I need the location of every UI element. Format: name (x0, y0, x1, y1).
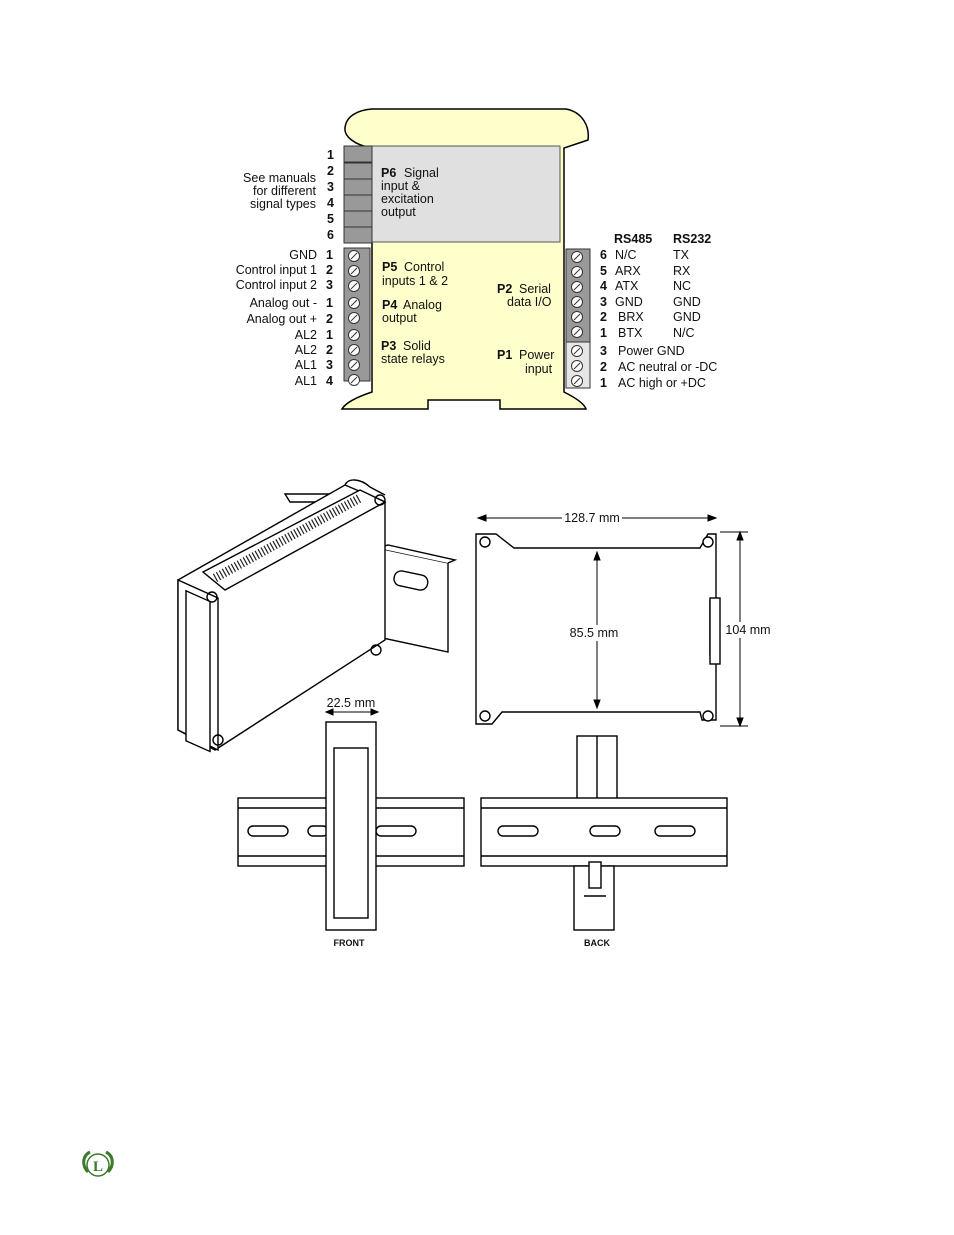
p6-note-line-1: See manuals (243, 171, 316, 185)
p2-pin-rs485: GND (615, 295, 643, 309)
p2-pin-rs232: N/C (673, 326, 695, 340)
p2-pin-rs232: TX (673, 248, 689, 262)
p2-pin-rs232: RX (673, 264, 691, 278)
p6-desc-3: excitation (381, 192, 434, 206)
p3-tag: P3 (381, 339, 397, 353)
p5-pin-num: 2 (326, 263, 333, 277)
p1-tag: P1 (497, 348, 513, 362)
p5-pin-label: Control input 1 (235, 263, 317, 277)
rs232-header: RS232 (673, 232, 712, 246)
p2-pin-num: 2 (600, 310, 607, 324)
p3-pin-num: 2 (326, 343, 333, 357)
front-label: FRONT (333, 938, 365, 948)
p1-pin-label: AC high or +DC (618, 376, 706, 390)
p5-pins (236, 248, 333, 292)
p4-pin-label: Analog out + (246, 312, 317, 326)
p2-pin-num: 5 (600, 264, 607, 278)
p3-pins (295, 328, 333, 388)
p2-pin-num: 1 (600, 326, 607, 340)
p2-pin-num: 3 (600, 295, 607, 309)
company-logo (84, 1152, 113, 1176)
p6-desc-2: input & (381, 179, 420, 193)
back-label: BACK (584, 938, 610, 948)
dim-width-label: 128.7 mm (564, 511, 620, 525)
p3-desc-1: Solid (403, 339, 431, 353)
p4-pin-num: 1 (326, 296, 333, 310)
p3-pin-label: AL1 (294, 374, 317, 388)
p4-desc-1: Analog (403, 298, 442, 312)
p1-pin-num: 2 (600, 360, 607, 374)
back-view (481, 736, 727, 930)
p5-pin-label: Control input 2 (235, 278, 317, 292)
p6-desc-4: output (381, 205, 416, 219)
p2-pin-rs232: GND (673, 295, 701, 309)
p5-pin-label: GND (289, 248, 317, 262)
p6-pin-1: 1 (327, 148, 334, 162)
p6-pin-4: 4 (327, 196, 334, 210)
p6-note-line-3: signal types (249, 197, 316, 211)
p2-pins (600, 248, 701, 340)
p2-pin-rs232: GND (673, 310, 701, 324)
p2-pin-rs232: NC (673, 279, 692, 293)
p5-pin-num: 3 (326, 278, 333, 292)
p2-pin-rs485: BTX (618, 326, 643, 340)
p1-pins (600, 344, 717, 390)
p4-pins (246, 296, 333, 326)
p3-desc-2: state relays (381, 352, 445, 366)
p5-pin-num: 1 (326, 248, 333, 262)
p3-pin-num: 4 (326, 374, 333, 388)
p6-desc-1: Signal (404, 166, 439, 180)
dim-height-inner-label: 85.5 mm (569, 626, 619, 640)
p3-pin-label: AL2 (294, 343, 317, 357)
p2-desc-1: Serial (519, 282, 551, 296)
p4-tag: P4 (382, 298, 398, 312)
p1-pin-label: AC neutral or -DC (618, 360, 718, 374)
p2-desc-2: data I/O (507, 295, 552, 309)
p6-note-line-2: for different (252, 184, 316, 198)
svg-text:L: L (92, 1159, 104, 1175)
p2-pin-num: 6 (600, 248, 607, 262)
p4-pin-label: Analog out - (249, 296, 317, 310)
p5-desc-2: inputs 1 & 2 (382, 274, 449, 288)
p2-pin-rs485: ATX (615, 279, 639, 293)
isometric-housing-view (178, 480, 455, 752)
p1-desc-2: input (525, 362, 553, 376)
p6-pin-6: 6 (327, 228, 334, 242)
p6-terminal-block (344, 146, 372, 243)
p1-pin-num: 3 (600, 344, 607, 358)
p2-pin-rs485: ARX (615, 264, 641, 278)
front-view (238, 722, 464, 930)
p1-pin-label: Power GND (618, 344, 685, 358)
p3-pin-label: AL1 (294, 358, 317, 372)
p3-pin-label: AL2 (294, 328, 317, 342)
dim-depth-label: 22.5 mm (326, 696, 376, 710)
left-screw-terminals (344, 248, 370, 386)
p6-pin-numbers (327, 148, 334, 242)
p2-tag: P2 (497, 282, 513, 296)
p2-pin-rs485: N/C (615, 248, 637, 262)
p1-pin-num: 1 (600, 376, 607, 390)
p6-pin-3: 3 (327, 180, 334, 194)
wiring-diagram (236, 109, 718, 409)
p5-desc-1: Control (404, 260, 445, 274)
p2-pin-num: 4 (600, 279, 607, 293)
dim-height-outer-label: 104 mm (725, 623, 771, 637)
p5-tag: P5 (382, 260, 398, 274)
p6-pin-2: 2 (327, 164, 334, 178)
p2-pin-rs485: BRX (618, 310, 644, 324)
rs485-header: RS485 (614, 232, 653, 246)
p1-desc-1: Power (519, 348, 555, 362)
p6-tag: P6 (381, 166, 397, 180)
right-screw-terminals (566, 249, 590, 388)
p4-desc-2: output (382, 311, 417, 325)
p6-pin-5: 5 (327, 212, 334, 226)
p3-pin-num: 3 (326, 358, 333, 372)
p6-note (243, 171, 316, 211)
p3-pin-num: 1 (326, 328, 333, 342)
p4-pin-num: 2 (326, 312, 333, 326)
